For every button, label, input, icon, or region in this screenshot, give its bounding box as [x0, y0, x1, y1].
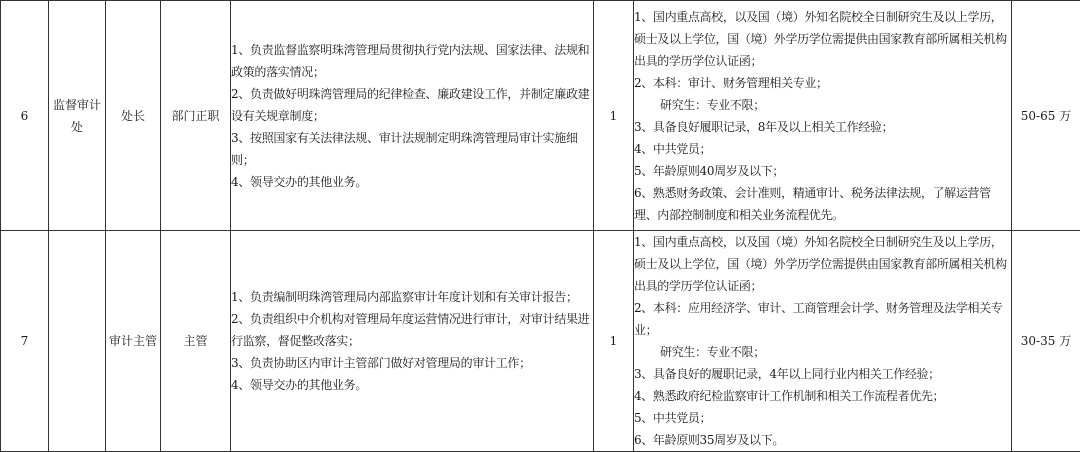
requirement-item: 1、国内重点高校，以及国（境）外知名院校全日制研究生及以上学历，硕士及以上学位，国（境）外学历学位需提供由国家教育部所属相关机构出具的学历学位认证函； — [634, 231, 1011, 297]
requirement-item: 1、国内重点高校，以及国（境）外知名院校全日制研究生及以上学历，硕士及以上学位，国（境）外学历学位需提供由国家教育部所属相关机构出具的学历学位认证函； — [634, 6, 1011, 72]
duties-cell — [231, 1, 594, 231]
requirement-item: 4、中共党员； — [634, 138, 1011, 160]
requirement-item: 研究生：专业不限； — [634, 341, 1011, 363]
duty-item: 2、负责组织中介机构对管理局年度运营情况进行审计，对审计结果进行监察，督促整改落实； — [231, 308, 593, 352]
requirement-item: 6、熟悉财务政策、会计准则，精通审计、税务法律法规，了解运营管理、内部控制制度和相关业务流程优先。 — [634, 182, 1011, 226]
salary-cell: 30-35 万 — [1012, 231, 1080, 452]
duty-item: 4、领导交办的其他业务。 — [231, 374, 593, 396]
requirement-item: 3、具备良好的履职记录，4年以上同行业内相关工作经验； — [634, 363, 1011, 385]
duty-item: 1、负责监督监察明珠湾管理局贯彻执行党内法规、国家法律、法规和政策的落实情况； — [231, 39, 593, 83]
duty-item: 1、负责编制明珠湾管理局内部监察审计年度计划和有关审计报告； — [231, 286, 593, 308]
duty-item: 3、按照国家有关法律法规、审计法规制定明珠湾管理局审计实施细则； — [231, 127, 593, 171]
requirement-item: 4、熟悉政府纪检监察审计工作机制和相关工作流程者优先； — [634, 385, 1011, 407]
requirement-item: 研究生：专业不限； — [634, 94, 1011, 116]
position-cell: 处长 — [106, 1, 161, 231]
salary-cell: 50-65 万 — [1012, 1, 1080, 231]
requirements-cell — [634, 1, 1012, 231]
requirement-item: 3、具备良好履职记录，8年及以上相关工作经验； — [634, 116, 1011, 138]
duty-item: 2、负责做好明珠湾管理局的纪律检查、廉政建设工作，并制定廉政建设有关规章制度； — [231, 83, 593, 127]
duty-item: 4、领导交办的其他业务。 — [231, 171, 593, 193]
row-number: 6 — [1, 1, 49, 231]
duty-item: 3、负责协助区内审计主管部门做好对管理局的审计工作； — [231, 352, 593, 374]
row-number: 7 — [1, 231, 49, 452]
requirement-item: 5、中共党员； — [634, 407, 1011, 429]
position-cell: 审计主管 — [106, 231, 161, 452]
department-cell — [49, 231, 106, 452]
department-cell: 监督审计处 — [49, 1, 106, 231]
level-cell: 主管 — [161, 231, 231, 452]
requirement-item: 2、本科：应用经济学、审计、工商管理会计学、财务管理及法学相关专业； — [634, 297, 1011, 341]
headcount-cell: 1 — [594, 231, 634, 452]
requirements-cell — [634, 231, 1012, 452]
requirement-item: 2、本科：审计、财务管理相关专业； — [634, 72, 1011, 94]
requirement-item: 6、年龄原则35周岁及以下。 — [634, 429, 1011, 451]
headcount-cell: 1 — [594, 1, 634, 231]
requirement-item: 5、年龄原则40周岁及以下； — [634, 160, 1011, 182]
duties-cell — [231, 231, 594, 452]
table-row — [1, 1, 1080, 231]
level-cell: 部门正职 — [161, 1, 231, 231]
table-row — [1, 231, 1080, 452]
